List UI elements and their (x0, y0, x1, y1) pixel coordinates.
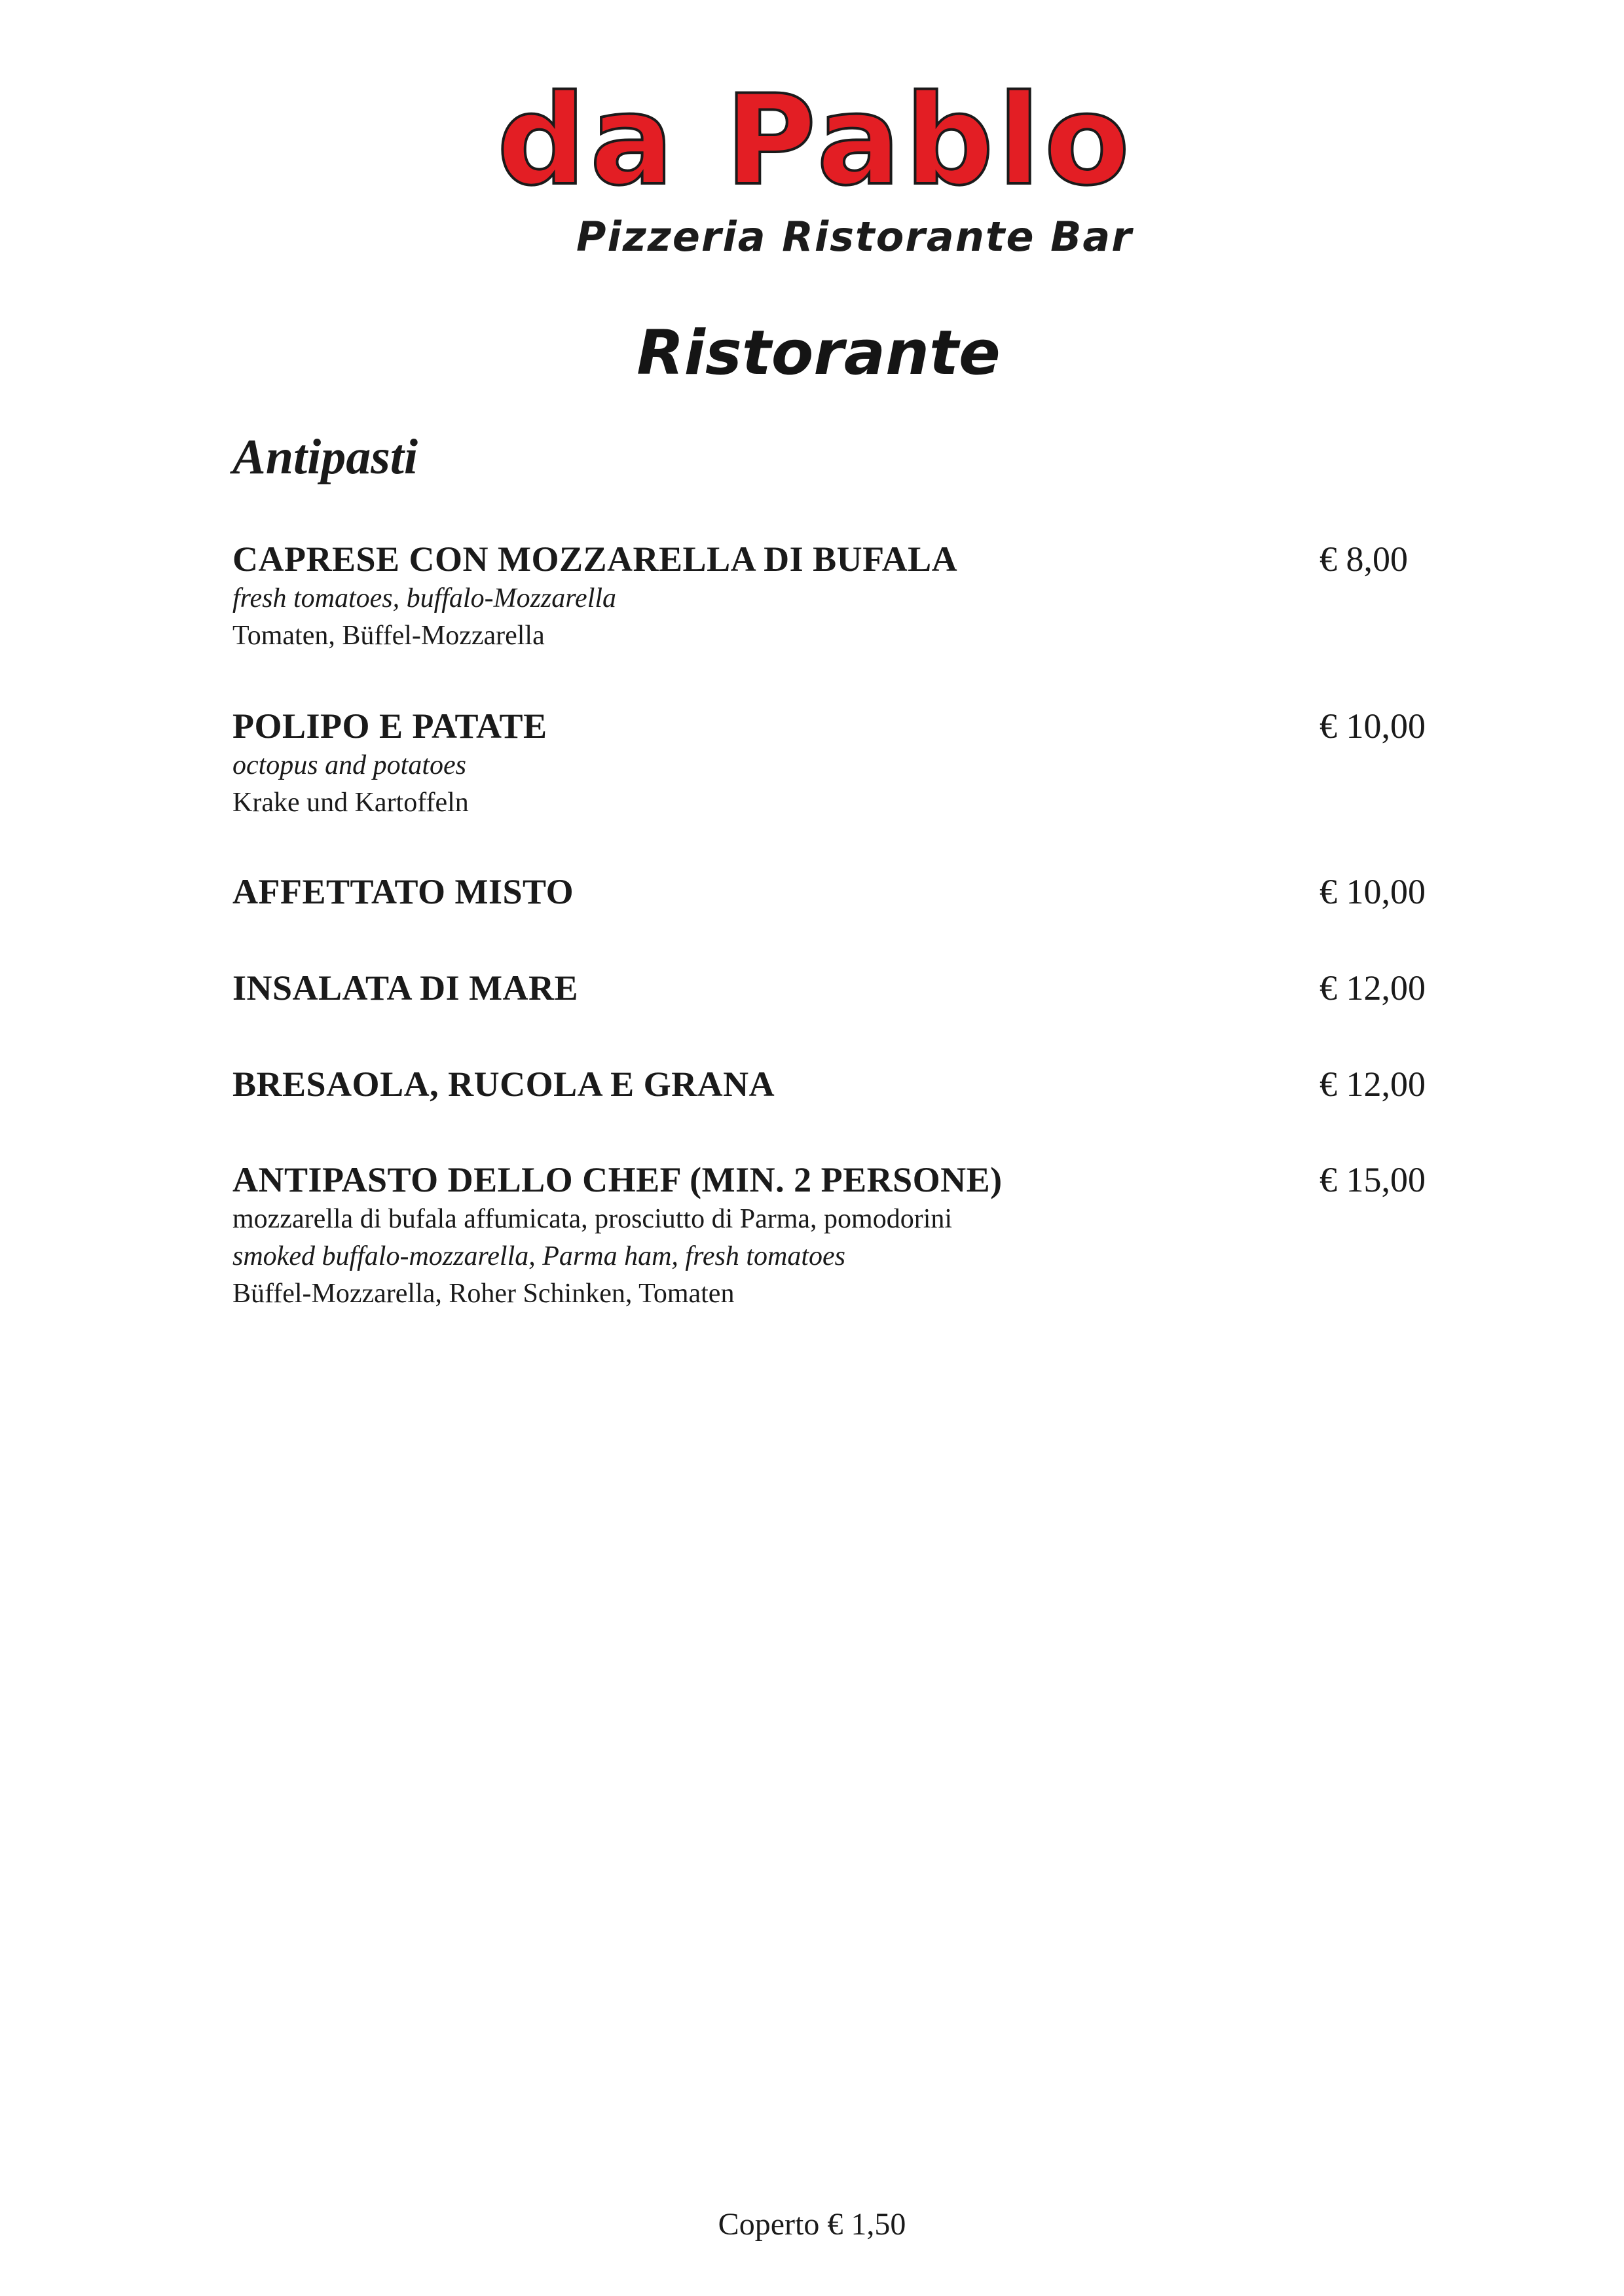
item-price: € 10,00 (1320, 872, 1426, 911)
item-description-en: smoked buffalo-mozzarella, Parma ham, fresh tomatoes (232, 1241, 845, 1271)
menu-item-insalata (232, 967, 1431, 1009)
logo-wordmark: da Pablo (496, 68, 1134, 213)
item-name: AFFETTATO MISTO (232, 872, 574, 911)
item-name: CAPRESE CON MOZZARELLA DI BUFALA (232, 539, 958, 579)
tagline: Pizzeria Ristorante Bar (576, 213, 1133, 261)
item-price: € 15,00 (1320, 1160, 1426, 1199)
item-description-de: Krake und Kartoffeln (232, 788, 469, 818)
item-name: POLIPO E PATATE (232, 706, 547, 746)
section-title: Antipasti (232, 429, 418, 484)
logo-graphic (496, 68, 1134, 213)
item-description-en: fresh tomatoes, buffalo-Mozzarella (232, 583, 617, 613)
item-name: ANTIPASTO DELLO CHEF (MIN. 2 PERSONE) (232, 1160, 1003, 1199)
menu-item-caprese (232, 538, 1431, 655)
item-price: € 10,00 (1320, 706, 1426, 746)
menu-item-polipo (232, 705, 1431, 822)
item-name: BRESAOLA, RUCOLA E GRANA (232, 1065, 775, 1104)
item-description-de: Büffel-Mozzarella, Roher Schinken, Tomaten (232, 1279, 735, 1309)
item-price: € 12,00 (1320, 968, 1426, 1008)
item-name: INSALATA DI MARE (232, 968, 579, 1008)
item-description-de: Tomaten, Büffel-Mozzarella (232, 621, 545, 651)
menu-item-affettato (232, 871, 1431, 913)
item-price: € 12,00 (1320, 1065, 1426, 1104)
cover-charge: Coperto € 1,50 (718, 2207, 906, 2242)
logo (496, 68, 1134, 213)
menu-item-bresaola (232, 1063, 1431, 1105)
item-description-it: mozzarella di bufala affumicata, prosciutto di Parma, pomodorini (232, 1204, 953, 1234)
item-description-en: octopus and potatoes (232, 750, 466, 780)
menu-item-antipasto-chef (232, 1159, 1431, 1313)
page-heading: Ristorante (637, 318, 1001, 389)
item-price: € 8,00 (1320, 539, 1408, 579)
